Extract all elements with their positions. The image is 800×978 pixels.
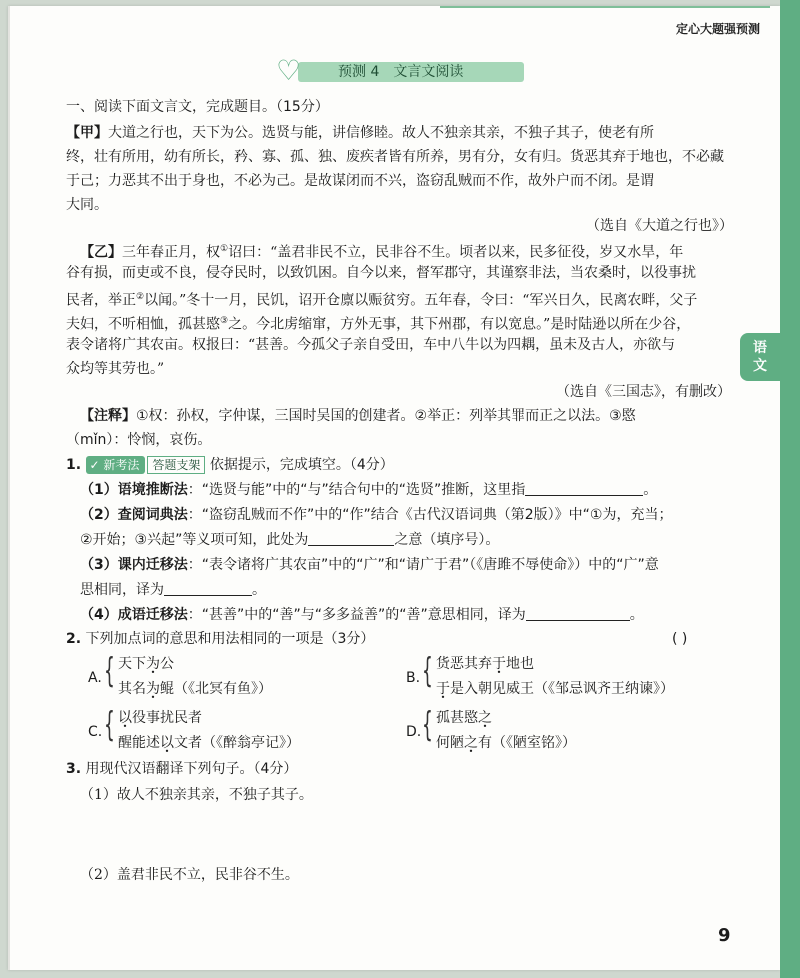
brace-icon: { <box>422 705 433 745</box>
answer-blank[interactable] <box>526 607 630 621</box>
passage-b-line: 表令诸将广其农亩。权报曰：“甚善。今孤父子亲自受田，车中八牛以为四耦，虽未及古人，亦欲与 <box>66 337 676 353</box>
answer-blank[interactable] <box>164 582 252 596</box>
question-1-part-4: （4）成语迁移法：“甚善”中的“善”与“多多益善”的“善”意思相同，译为 。 <box>80 607 644 623</box>
answer-blank[interactable] <box>308 532 394 546</box>
section-banner <box>276 56 526 86</box>
new-method-badge: ✓ 新考法 <box>86 456 146 474</box>
option-letter: A. <box>88 670 102 686</box>
question-1-part-3: （3）课内迁移法：“表令诸将广其农亩”中的“广”和“请广于君”（《唐雎不辱使命》）中的“广”意 <box>80 557 659 573</box>
option-d-line-1: 孤甚愍之 <box>436 710 492 726</box>
notes-line: 【注释】①权：孙权，字仲谋，三国时吴国的创建者。②举正：列举其罪而正之以法。③愍 <box>80 408 636 424</box>
answer-blank[interactable] <box>525 482 643 496</box>
passage-a-source: （选自《大道之行也》） <box>586 218 733 234</box>
option-b-line-1: 货恶其弃于地也 <box>436 656 534 672</box>
option-letter: D. <box>406 724 422 740</box>
header-rule <box>440 6 770 8</box>
passage-b-line: 谷有损，而吏或不良，侵夺民时，以致饥困。自今以来，督军郡守，其谨察非法，当农桑时，以役事扰 <box>66 265 696 281</box>
answer-frame-badge: 答题支架 <box>147 456 205 474</box>
option-c-line-1: 以役事扰民者 <box>118 710 202 726</box>
passage-b-line: 民者，举正②以闻。”冬十一月，民饥，诏开仓廪以赈贫穷。五年春，令曰：“军兴日久，民离农畔，父子 <box>66 292 698 309</box>
option-c-line-2: 醒能述以文者（《醉翁亭记》） <box>118 735 300 751</box>
passage-a-line: 【甲】大道之行也，天下为公。选贤与能，讲信修睦。故人不独亲其亲，不独子其子，使老有所 <box>66 125 654 141</box>
option-letter: B. <box>406 670 421 686</box>
heart-icon: ♡ <box>276 54 302 87</box>
question-1-part-2-cont: ②开始；③兴起”等义项可知，此处为 之意（填序号）。 <box>80 532 500 548</box>
option-d-line-2: 何陋之有（《陋室铭》） <box>436 735 576 751</box>
option-b-line-2: 于是入朝见威王（《邹忌讽齐王纳谏》） <box>436 681 674 697</box>
question-2-stem: 2. 下列加点词的意思和用法相同的一项是（3分） <box>66 631 375 647</box>
passage-a-line: 大同。 <box>66 197 108 213</box>
option-letter: C. <box>88 724 103 740</box>
brace-icon: { <box>104 651 115 691</box>
passage-b-source: （选自《三国志》，有删改） <box>556 384 731 400</box>
page-edge-stripe <box>780 0 800 978</box>
brace-icon: { <box>422 651 433 691</box>
passage-a-line: 终，壮有所用，幼有所长，矜、寡、孤、独、废疾者皆有所养，男有分，女有归。货恶其弃于地也，不必藏 <box>66 149 724 165</box>
answer-paren[interactable]: ( ) <box>672 631 688 647</box>
question-3-sentence-1: （1）故人不独亲其亲，不独子其子。 <box>80 787 313 803</box>
subject-tab: 语 文 <box>740 333 780 381</box>
question-1-part-1: （1）语境推断法：“选贤与能”中的“与”结合句中的“选贤”推断，这里指 。 <box>80 482 658 498</box>
question-3-sentence-2: （2）盖君非民不立，民非谷不生。 <box>80 867 299 883</box>
notes-line: （mǐn）：怜悯，哀伤。 <box>66 432 212 448</box>
page-number: 9 <box>718 925 731 946</box>
series-title: 定心大题强预测 <box>675 22 760 36</box>
passage-b-line: 夫妇，不听相恤，孤甚愍③之。今北虏缩窜，方外无事，其下州郡，有以宽息。”是时陆逊以所在少谷， <box>66 316 691 333</box>
question-1-part-3-cont: 思相同，译为 。 <box>80 582 266 598</box>
question-1-part-2: （2）查阅词典法：“盗窃乱贼而不作”中的“作”结合《古代汉语词典（第2版）》中“①为，充当； <box>80 507 673 523</box>
brace-icon: { <box>104 705 115 745</box>
passage-b-line: 【乙】三年春正月，权①诏曰：“盖君非民不立，民非谷不生。顷者以来，民多征役，岁又水旱，年 <box>80 244 684 261</box>
question-1-stem: 1. ✓ 新考法 答题支架 依据提示，完成填空。（4分） <box>66 457 394 473</box>
option-a-line-1: 天下为公 <box>118 656 174 672</box>
section-heading: 一、阅读下面文言文，完成题目。（15分） <box>66 99 329 115</box>
option-a-line-2: 其名为鲲（《北冥有鱼》） <box>118 681 272 697</box>
passage-a-line: 于己；力恶其不出于身也，不必为己。是故谋闭而不兴，盗窃乱贼而不作，故外户而不闭。是谓 <box>66 173 654 189</box>
passage-b-line: 众均等其劳也。” <box>66 361 165 377</box>
banner-label: 预测 4 文言文阅读 <box>338 64 464 80</box>
question-3-stem: 3. 用现代汉语翻译下列句子。（4分） <box>66 761 298 777</box>
